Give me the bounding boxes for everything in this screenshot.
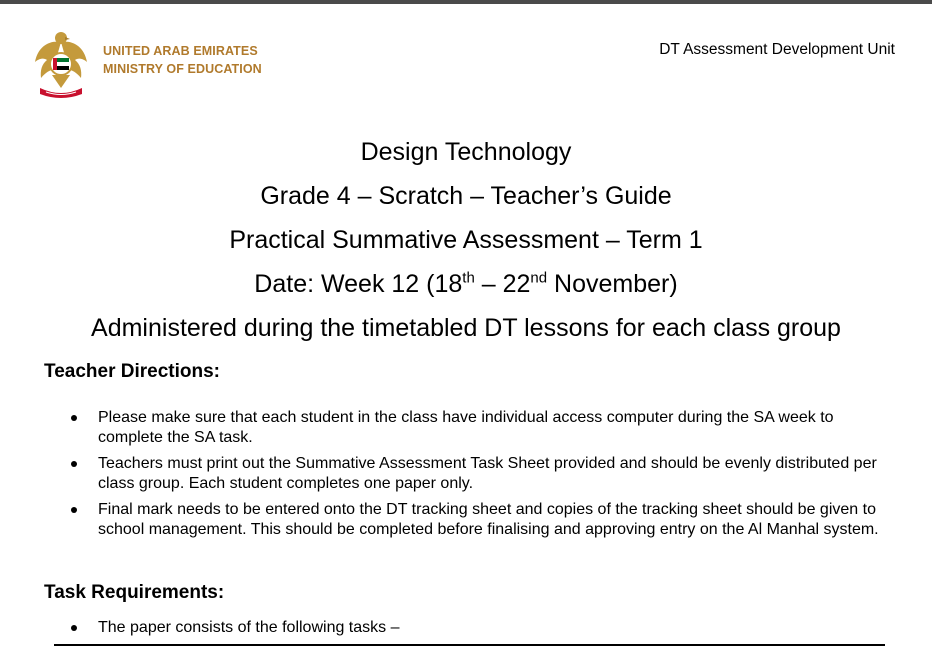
teacher-directions-heading: Teacher Directions: xyxy=(44,361,220,382)
date-superscript-th: th xyxy=(462,269,475,287)
title-date xyxy=(0,266,932,310)
date-superscript-nd: nd xyxy=(530,269,548,287)
document-title xyxy=(0,134,932,354)
bullet-icon xyxy=(71,461,77,467)
ministry-name xyxy=(103,42,262,78)
bullet-icon xyxy=(71,625,77,631)
list-item xyxy=(0,500,888,540)
task-requirements-heading: Task Requirements: xyxy=(44,582,225,603)
bullet-icon xyxy=(71,415,77,421)
date-middle: – 22 xyxy=(474,270,531,298)
ministry-line-2: MINISTRY OF EDUCATION xyxy=(103,62,262,76)
teacher-directions-list xyxy=(0,408,932,546)
list-item-text: The paper consists of the following tasks – xyxy=(98,619,400,636)
date-prefix: Date: Week 12 (18 xyxy=(254,270,463,298)
bullet-icon xyxy=(71,507,77,513)
task-requirements-list xyxy=(0,618,932,644)
list-item xyxy=(0,618,888,638)
title-assessment: Practical Summative Assessment – Term 1 xyxy=(229,226,703,254)
unit-name: DT Assessment Development Unit xyxy=(659,41,895,58)
list-item-text: Please make sure that each student in the class have individual access computer during the SA week to complete the SA task. xyxy=(98,409,834,446)
list-item-text: Teachers must print out the Summative Assessment Task Sheet provided and should be evenly distributed per class group. Each student completes one paper only. xyxy=(98,455,877,492)
title-grade: Grade 4 – Scratch – Teacher’s Guide xyxy=(260,182,672,210)
page-top-border xyxy=(0,0,932,4)
list-item xyxy=(0,454,888,494)
table-top-border xyxy=(54,644,885,646)
list-item-text: Final mark needs to be entered onto the DT tracking sheet and copies of the tracking sheet should be given to school management. This should be completed before finalising and approving entry on the Al Manhal system. xyxy=(98,501,879,538)
uae-falcon-emblem-icon xyxy=(32,28,90,100)
title-administered: Administered during the timetabled DT lessons for each class group xyxy=(91,314,841,342)
date-suffix: November) xyxy=(547,270,678,298)
ministry-line-1: UNITED ARAB EMIRATES xyxy=(103,44,258,58)
list-item xyxy=(0,408,888,448)
title-subject: Design Technology xyxy=(360,138,572,166)
